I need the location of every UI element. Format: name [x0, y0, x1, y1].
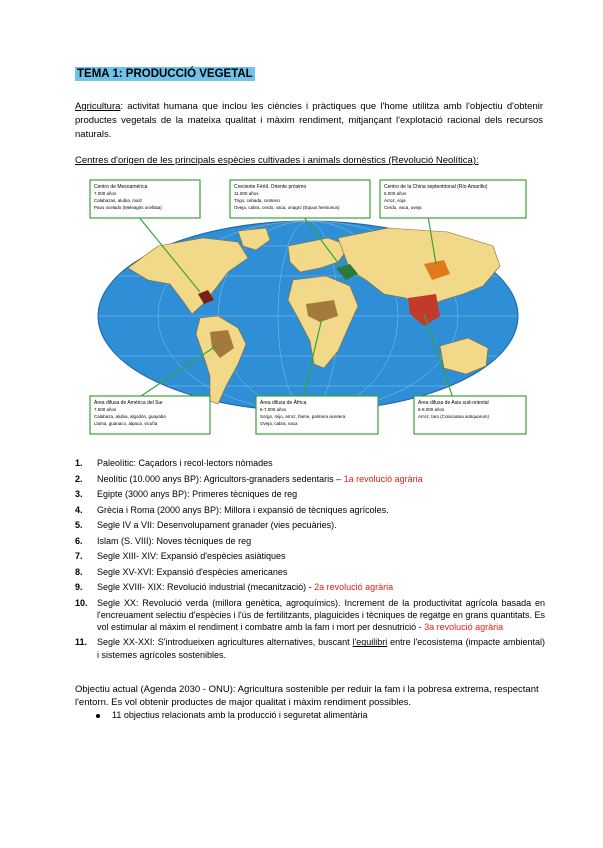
china-line3: Cerdo, vaca, oveja [384, 205, 422, 210]
sa-title: Área difusa de América del Sur [94, 400, 163, 406]
history-list [75, 457, 545, 664]
intro-paragraph [75, 100, 543, 142]
map-label-south-america [90, 396, 210, 434]
intro-text: : activitat humana que inclou les ciències i pràctiques que l'home utilitza amb l'objectiu d'obtenir productes vegetals de la mateixa qualitat i màxim rendiment, mitjançant l'explotació racional dels recursos naturals. [75, 101, 543, 140]
world-map-figure [88, 176, 529, 438]
sa-line2: Calabaza, alubia, algodón, guayaba [94, 414, 166, 419]
china-title: Centro de la China septentrional (Río Amarillo) [384, 184, 488, 190]
map-label-southeast-asia [414, 396, 526, 434]
objective-text: : Agricultura sostenible per reduir la fam i la pobresa extrema, respectant l'entorn. Es vol obtenir productes de major qualitat i màxim rendiment possibles. [75, 684, 539, 708]
mesoamerica-line2: Calabazas, alubia, maíz [94, 198, 143, 203]
mesoamerica-title: Centro de Mesoamérica [94, 184, 148, 190]
list-item: 9. Segle XVIII- XIX: Revolució industrial (mecanització) - 2a revolució agrària [75, 582, 394, 592]
list-item: 5. Segle IV a VII: Desenvolupament granader (vies pecuàries). [75, 520, 337, 530]
map-label-china [380, 180, 526, 218]
list-item: 1. Paleolític: Caçadors i recol·lectors nòmades [75, 458, 273, 468]
fertile-line2: Trigo, cebada, centeno [234, 198, 280, 203]
africa-title: Área difusa de África [260, 400, 307, 406]
revolution-tag: 1a revolució agrària [343, 473, 423, 484]
sea-line2: Arroz, taro (Colocassia antiquarum) [418, 414, 490, 419]
mesoamerica-line3: Pavo ocelado (Meleagris ocellata) [94, 205, 162, 210]
sea-line1: 6-9.000 años [418, 407, 445, 412]
fertile-title: Creciente Fértil. Oriente próximo [234, 184, 307, 190]
revolution-tag: 3a revolució agrària [424, 621, 504, 632]
objective-bullet: 11 objectius relacionats amb la producció i seguretat alimentària [96, 710, 367, 720]
bullet-icon [96, 714, 100, 718]
china-line1: 6.000 años [384, 191, 407, 196]
china-line2: Arroz, soja [384, 198, 406, 203]
list-item: 2. Neolític (10.000 anys BP): Agricultors-granaders sedentaris – 1a revolució agrària [75, 473, 423, 484]
africa-line3: Oveja, cabra, vaca [260, 421, 298, 426]
sa-line1: 7.500 años [94, 407, 117, 412]
page-title: TEMA 1: PRODUCCIÓ VEGETAL [77, 68, 253, 80]
map-label-mesoamerica [90, 180, 200, 218]
intro-label: Agricultura [75, 101, 121, 112]
world-map-svg [88, 176, 529, 438]
fertile-line3: Oveja, cabra, cerdo, vaca, onagro (Equus hemionus) [234, 205, 340, 210]
revolution-tag: 2a revolució agrària [314, 582, 394, 592]
list-item: 3. Egipte (3000 anys BP): Primeres tècniques de reg [75, 489, 298, 499]
africa-line1: 6-7.000 años [260, 407, 287, 412]
fertile-line1: 11.000 años [234, 191, 259, 196]
sa-line3: Llama, guanaco, alpaca, vicuña [94, 421, 158, 426]
sea-title: Área difusa de Asia sud-oriental [418, 400, 489, 406]
list-item: 4. Grècia i Roma (2000 anys BP): Millora i expansió de tècniques agrícoles. [75, 504, 389, 515]
africa-line2: Sorgo, mijo, arroz, ñame, palmera aceitera [260, 414, 346, 419]
map-label-fertile-crescent [230, 180, 370, 218]
mesoamerica-line1: 7.000 años [94, 191, 117, 196]
objective-paragraph [75, 683, 545, 709]
list-item: 10. Segle XX: Revolució verda (millora genètica, agroquímics). Increment de la productivitat agrícola basada en l'encreuament selectiu d'espècies i l'ús de fertilitzants, plaguicides i tècniques de regatge en grans quantitats. Es vol estimular al màxim el rendiment i combatre amb la fam i mort per desnutrició - 3a revolució agrària [75, 597, 545, 632]
list-item: 6. Islam (S. VIII): Noves tècniques de reg [75, 535, 252, 546]
map-label-africa [256, 396, 378, 434]
list-item: 7. Segle XIII- XIV: Expansió d'espècies asiàtiques [75, 551, 286, 561]
list-item: 11. Segle XX-XXI: S'introdueixen agricultures alternatives, buscant l'equilibri entre l'ecosistema (impacte ambiental) i sistemes agrícoles sostenibles. [75, 637, 545, 660]
objective-label: Objectiu actual (Agenda 2030 - ONU) [75, 684, 233, 695]
list-item: 8. Segle XV-XVI: Expansió d'espècies americanes [75, 566, 288, 577]
centres-heading: Centres d'origen de les principals espècies cultivades i animals domèstics (Revolució Neolítica): [75, 155, 479, 166]
